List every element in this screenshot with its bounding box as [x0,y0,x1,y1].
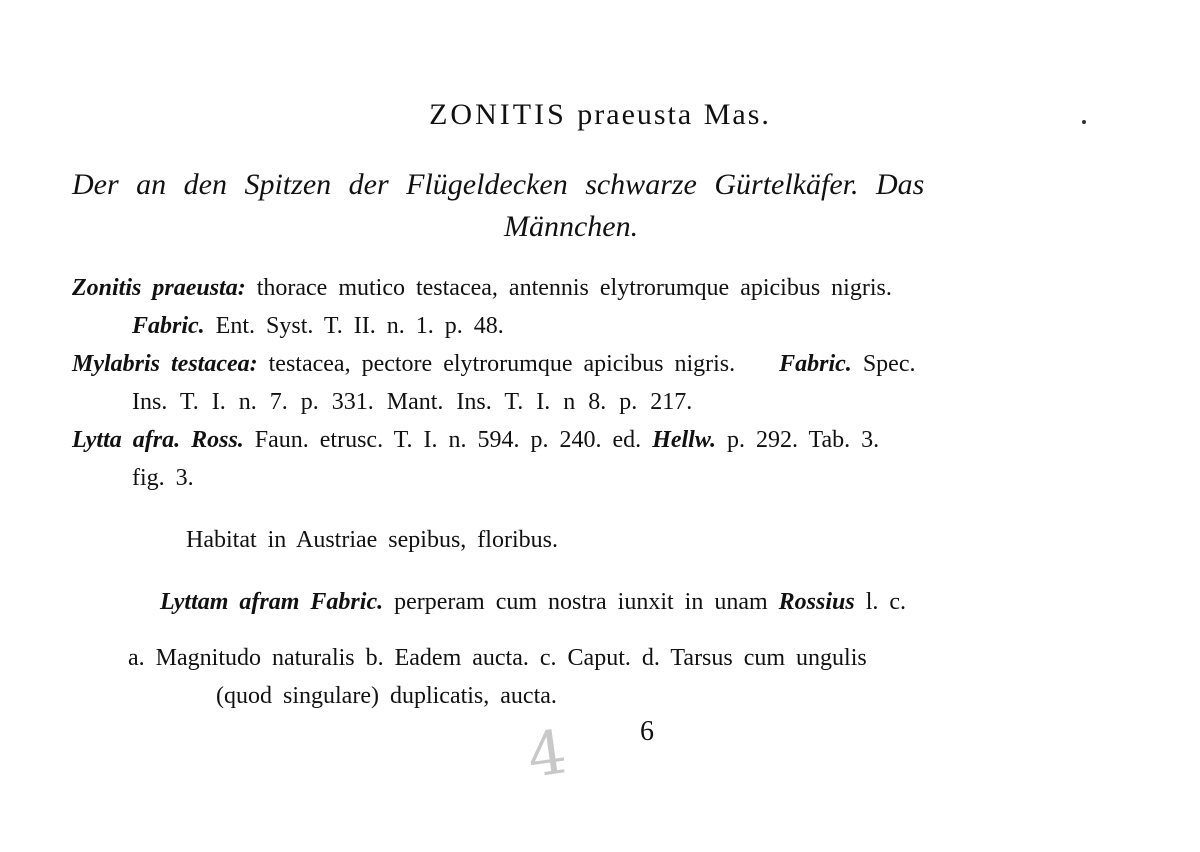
synonym-1-line-2 [132,314,504,338]
synonym-3-author-2: Hellw. [652,427,716,453]
synonym-2-author: Fabric. [779,351,852,377]
synonym-2-text-b: Spec. [862,351,916,377]
page-number: 6 [640,716,654,747]
synonym-2-name: Mylabris testacea: [72,351,258,377]
synonym-1-author: Fabric. [132,313,205,339]
species-title [0,100,1200,130]
figure-legend-line-2: (quod singulare) duplicatis, aucta. [216,683,557,709]
genus-name: ZONITIS [429,98,567,131]
synonym-3-text: Faun. etrusc. T. I. n. 594. p. 240. ed. [254,427,642,453]
synonym-2-line-1 [72,352,915,376]
synonym-3-line-1 [72,428,879,452]
note-author: Rossius [778,589,855,615]
synonym-3-text-b: p. 292. Tab. 3. [726,427,880,453]
figure-legend-line-1: a. Magnitudo naturalis b. Eadem aucta. c. Caput. d. Tarsus cum ungulis [128,645,867,671]
species-epithet: praeusta [577,98,694,131]
synonym-2-text: testacea, pectore elytrorumque apicibus nigris. [268,351,736,377]
habitat-text: Habitat in Austriae sepibus, floribus. [186,527,558,553]
german-title-line-1: Der an den Spitzen der Flügeldecken schwarze Gürtelkäfer. Das [72,168,925,201]
sex-label: Mas. [703,98,771,131]
synonym-1-name: Zonitis praeusta: [72,275,246,301]
note-text: perperam cum nostra iunxit in unam [394,589,768,615]
synonym-2-line-2: Ins. T. I. n. 7. p. 331. Mant. Ins. T. I. n 8. p. 217. [132,389,693,415]
note-line [160,590,906,614]
synonym-1-line-1 [72,276,892,300]
note-ref: l. c. [865,589,907,615]
synonym-1-text: thorace mutico testacea, antennis elytrorumque apicibus nigris. [256,275,892,301]
synonym-3-name: Lytta afra. [72,427,181,453]
german-title-line-2: Männchen. [504,210,639,243]
note-name: Lyttam afram Fabric. [160,589,384,615]
handwritten-mark: 4 [523,718,565,792]
synonym-3-author: Ross. [191,427,244,453]
paper-speck [1082,120,1086,124]
synonym-3-line-2: fig. 3. [132,465,194,491]
synonym-1-reference: Ent. Syst. T. II. n. 1. p. 48. [215,313,504,339]
